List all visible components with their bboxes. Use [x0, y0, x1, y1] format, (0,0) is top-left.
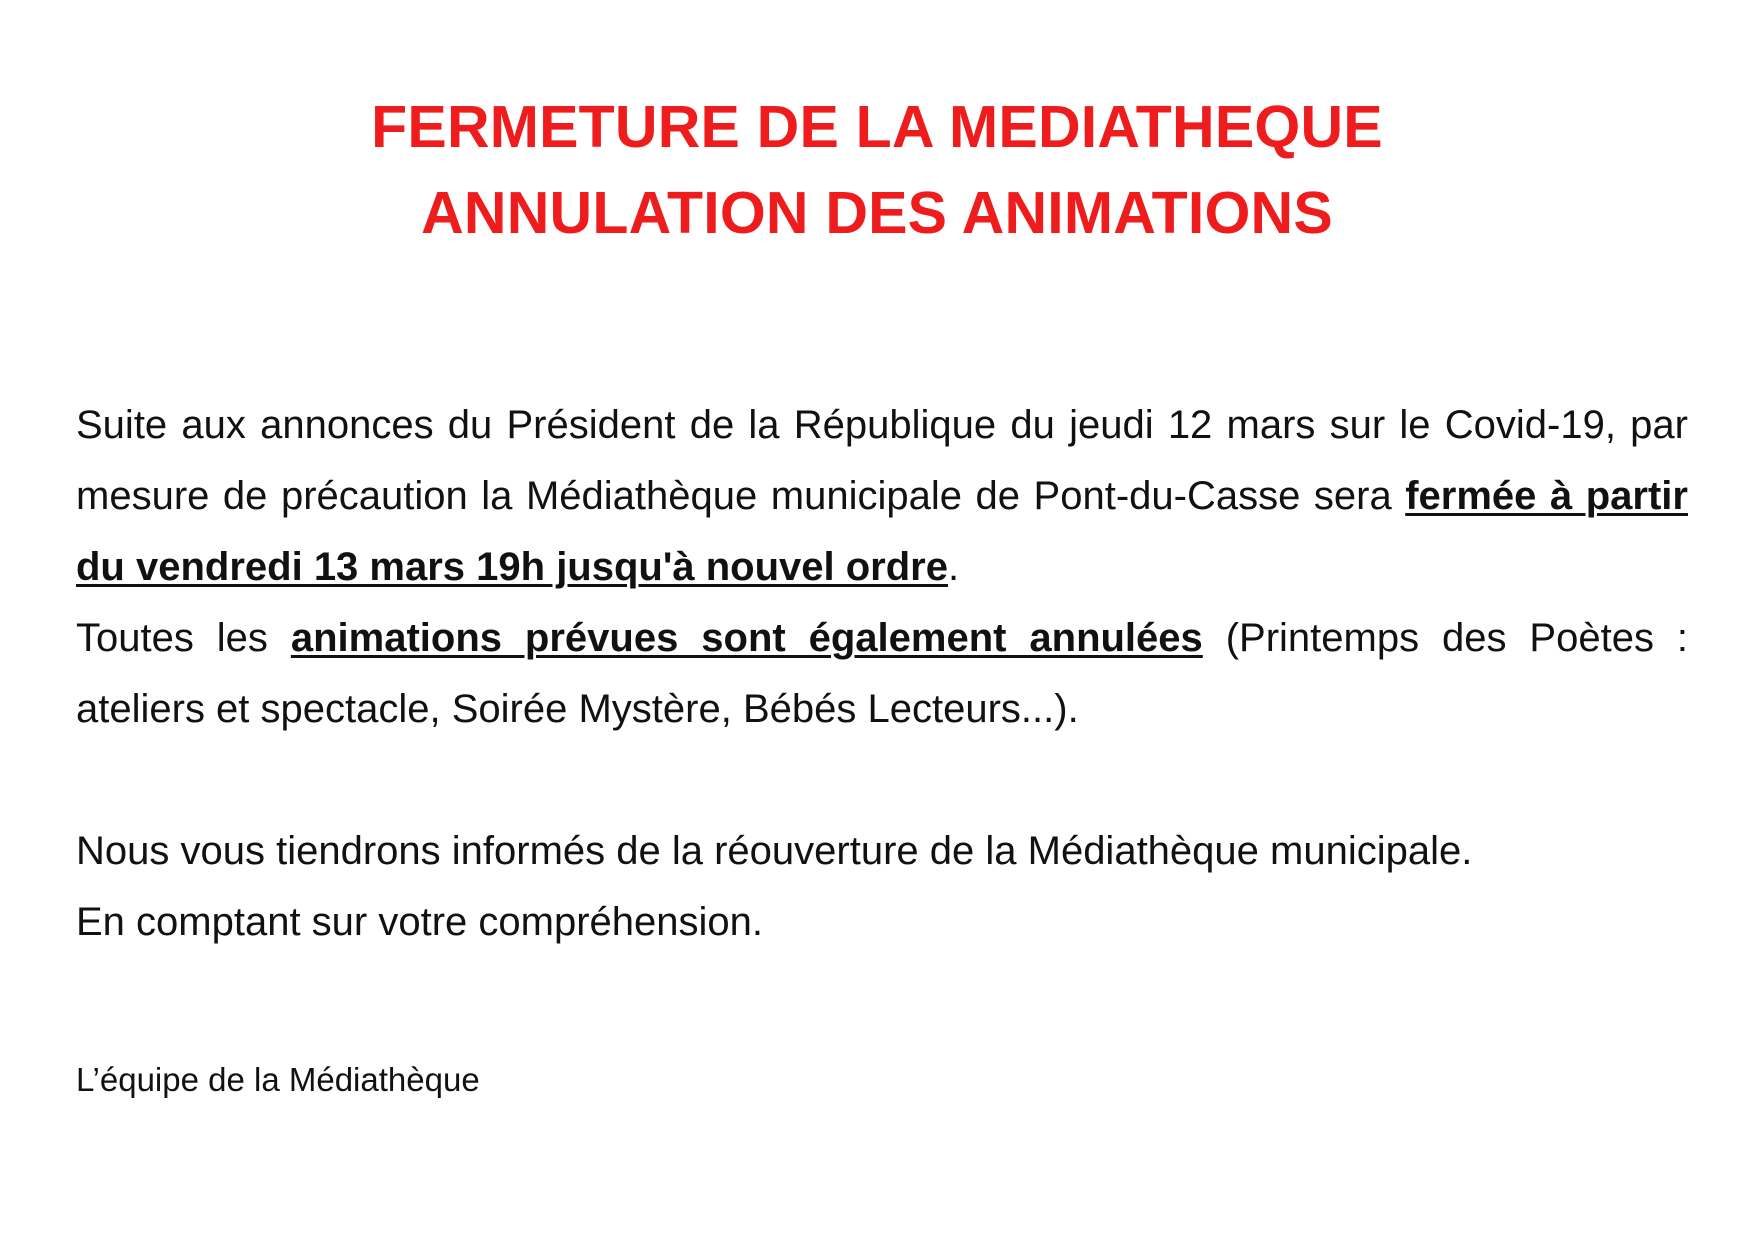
paragraph-spacer — [76, 745, 1688, 816]
closure-paragraph — [76, 390, 1688, 603]
reopening-paragraph: Nous vous tiendrons informés de la réouverture de la Médiathèque municipale. — [76, 829, 1473, 873]
signature: L’équipe de la Médiathèque — [76, 1061, 480, 1098]
cancellation-details-text: (Printemps des Poètes : ateliers et spectacle, Soirée Mystère, Bébés Lecteurs...). — [76, 616, 1689, 731]
understanding-paragraph: En comptant sur votre compréhension. — [76, 900, 764, 944]
announcement-body — [76, 390, 1688, 958]
page-title — [0, 84, 1754, 256]
title-line-cancellation: ANNULATION DES ANIMATIONS — [421, 180, 1333, 246]
cancellation-paragraph — [76, 603, 1688, 745]
closure-emphasis: fermée à partir du vendredi 13 mars 19h jusqu'à nouvel ordre — [76, 474, 1688, 589]
title-line-closure: FERMETURE DE LA MEDIATHEQUE — [371, 94, 1383, 160]
closure-end-text: . — [948, 545, 960, 589]
closure-intro-text: Suite aux annonces du Président de la République du jeudi 12 mars sur le Covid-19, par mesure de précaution la Médiathèque municipale de Pont-du-Casse sera — [76, 403, 1688, 518]
cancellation-intro-text: Toutes les — [76, 616, 291, 660]
cancellation-emphasis: animations prévues sont également annulées — [290, 616, 1203, 660]
